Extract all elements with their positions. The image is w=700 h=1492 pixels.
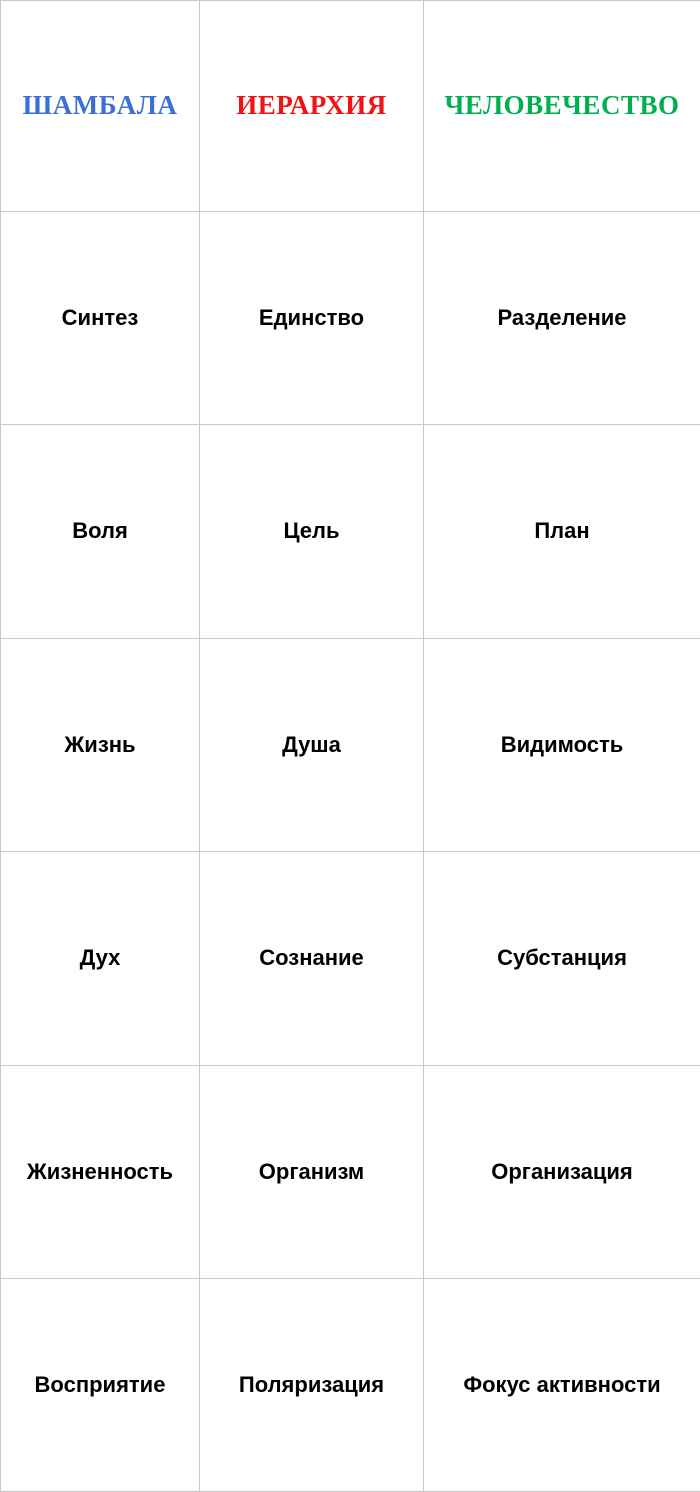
- table-cell: [424, 638, 700, 852]
- table-row: [1, 1279, 700, 1492]
- cell-text: Восприятие: [34, 1371, 166, 1397]
- cell-text: Жизненность: [26, 1158, 174, 1184]
- table-row: [1, 1065, 700, 1279]
- cell-text: Разделение: [497, 304, 627, 330]
- table-row: [1, 852, 700, 1066]
- header-cell-hierarchy: [200, 1, 424, 212]
- cell-text: Цель: [283, 518, 340, 544]
- header-label-humanity: ЧЕЛОВЕЧЕСТВО: [444, 89, 680, 120]
- table-cell: [1, 638, 200, 852]
- table-cell: [200, 211, 424, 425]
- header-label-hierarchy: ИЕРАРХИЯ: [236, 89, 387, 120]
- cell-text: Поляризация: [238, 1371, 385, 1397]
- cell-text: Видимость: [500, 731, 624, 757]
- cell-text: Организация: [491, 1158, 633, 1184]
- table-row: [1, 425, 700, 639]
- table-cell: [200, 852, 424, 1066]
- cell-text: Фокус активности: [463, 1371, 661, 1397]
- table-header-row: [1, 1, 700, 212]
- table-cell: [424, 425, 700, 639]
- cell-text: Организм: [258, 1158, 365, 1184]
- table-row: [1, 638, 700, 852]
- cell-text: План: [534, 518, 590, 544]
- table-cell: [200, 425, 424, 639]
- table-cell: [200, 1279, 424, 1492]
- table-cell: [1, 1065, 200, 1279]
- table-cell: [424, 211, 700, 425]
- table-cell: [1, 425, 200, 639]
- cell-text: Жизнь: [64, 731, 136, 757]
- table-cell: [1, 1279, 200, 1492]
- table-cell: [200, 1065, 424, 1279]
- table-cell: [424, 1279, 700, 1492]
- cell-text: Синтез: [61, 304, 139, 330]
- header-cell-humanity: [424, 1, 700, 212]
- table-cell: [424, 852, 700, 1066]
- table-cell: [1, 852, 200, 1066]
- header-label-shambala: ШАМБАЛА: [22, 89, 178, 120]
- table-row: [1, 211, 700, 425]
- cell-text: Воля: [72, 518, 128, 544]
- table-cell: [424, 1065, 700, 1279]
- cell-text: Единство: [258, 304, 365, 330]
- header-cell-shambala: [1, 1, 200, 212]
- cell-text: Сознание: [259, 945, 364, 971]
- table-cell: [200, 638, 424, 852]
- cell-text: Дух: [79, 945, 121, 971]
- cell-text: Субстанция: [497, 945, 627, 971]
- cell-text: Душа: [282, 731, 341, 757]
- table-cell: [1, 211, 200, 425]
